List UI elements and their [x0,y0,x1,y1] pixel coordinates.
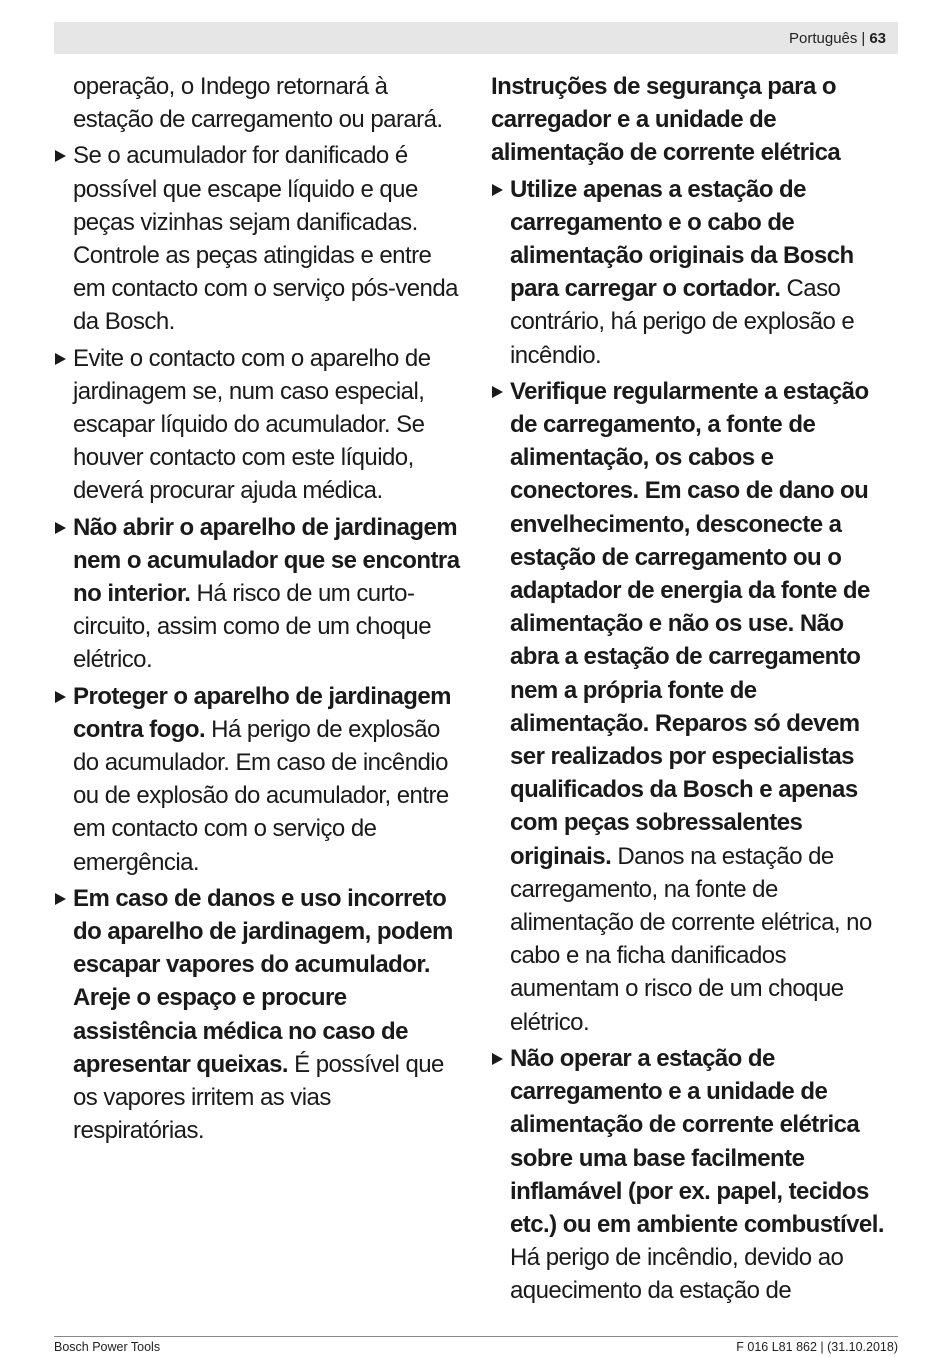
footer-divider [54,1336,898,1337]
item-bold: Utilize apenas a estação de carregamento e o cabo de alimentação originais da Bosch para carregar o cortador. [510,175,854,303]
list-item [54,139,466,338]
page-header [54,22,898,54]
list-item [491,375,895,1039]
item-text: Há perigo de incêndio, devido ao aquecimento da estação de [510,1244,844,1305]
bullet-arrow-icon [492,386,503,398]
item-text: Danos na estação de carregamento, na fonte de alimentação de corrente elétrica, no cabo e na ficha danificados aumentam o risco de um choque elétrico. [510,842,872,1036]
item-text: Se o acumulador for danificado é possível que escape líquido e que peças vizinhas sejam danificadas. Controle as peças atingidas e entre em contacto com o serviço pós-venda da Bosch. [73,142,458,336]
footer-publisher: Bosch Power Tools [54,1340,161,1354]
list-item [54,511,466,677]
bullet-arrow-icon [55,893,66,905]
bullet-arrow-icon [55,522,66,534]
list-item [54,882,466,1148]
list-item [491,173,895,372]
right-column [491,70,895,1308]
header-separator: | [861,29,866,47]
section-title: Instruções de segurança para o carregador e a unidade de alimentação de corrente elétrica [491,73,841,167]
continuation-text: operação, o Indego retornará à estação de carregamento ou parará. [73,73,443,134]
bullet-arrow-icon [492,184,503,196]
page-footer [54,1340,898,1354]
item-bold: Não abrir o aparelho de jardinagem nem o acumulador que se encontra no interior. [73,513,460,608]
item-text: Há risco de um curto-circuito, assim como de um choque elétrico. [73,580,432,674]
list-item [491,1042,895,1308]
footer-doc-number: F 016 L81 862 | (31.10.2018) [736,1340,898,1354]
header-language: Português [789,29,858,47]
item-bold: Proteger o aparelho de jardinagem contra fogo. [73,682,451,743]
item-text: Há perigo de explosão do acumulador. Em caso de incêndio ou de explosão do acumulador, entre em contacto com o serviço de emergência. [73,715,449,876]
bullet-arrow-icon [55,691,66,703]
item-bold: Não operar a estação de carregamento e a unidade de alimentação de corrente elétrica sobre uma base facilmente inflamável (por ex. papel, tecidos etc.) ou em ambiente combustível. [510,1044,884,1238]
item-bold: Em caso de danos e uso incorreto do aparelho de jardinagem, podem escapar vapores do acumulador. Areje o espaço e procure assistência médica no caso de apresentar queixas. [73,884,453,1078]
bullet-arrow-icon [55,353,66,365]
page-number: 63 [869,29,886,47]
left-column [54,70,466,1148]
bullet-arrow-icon [55,150,66,162]
bullet-arrow-icon [492,1053,503,1065]
item-bold: Verifique regularmente a estação de carregamento, a fonte de alimentação, os cabos e conectores. Em caso de dano ou envelhecimento, desconecte a estação de carregamento ou o adaptador de energia da fonte de alimentação e não os use. Não abra a estação de carregamento nem a própria fonte de alimentação. Reparos só devem ser realizados por especialistas qualificados da Bosch e apenas com peças sobressalentes originais. [510,377,870,870]
list-item [54,342,466,508]
item-text: Evite o contacto com o aparelho de jardinagem se, num caso especial, escapar líquido do acumulador. Se houver contacto com este líquido, deverá procurar ajuda médica. [73,344,431,505]
item-text: Caso contrário, há perigo de explosão e incêndio. [510,275,855,369]
list-item [54,680,466,879]
item-text: É possível que os vapores irritem as vias respiratórias. [73,1050,444,1145]
